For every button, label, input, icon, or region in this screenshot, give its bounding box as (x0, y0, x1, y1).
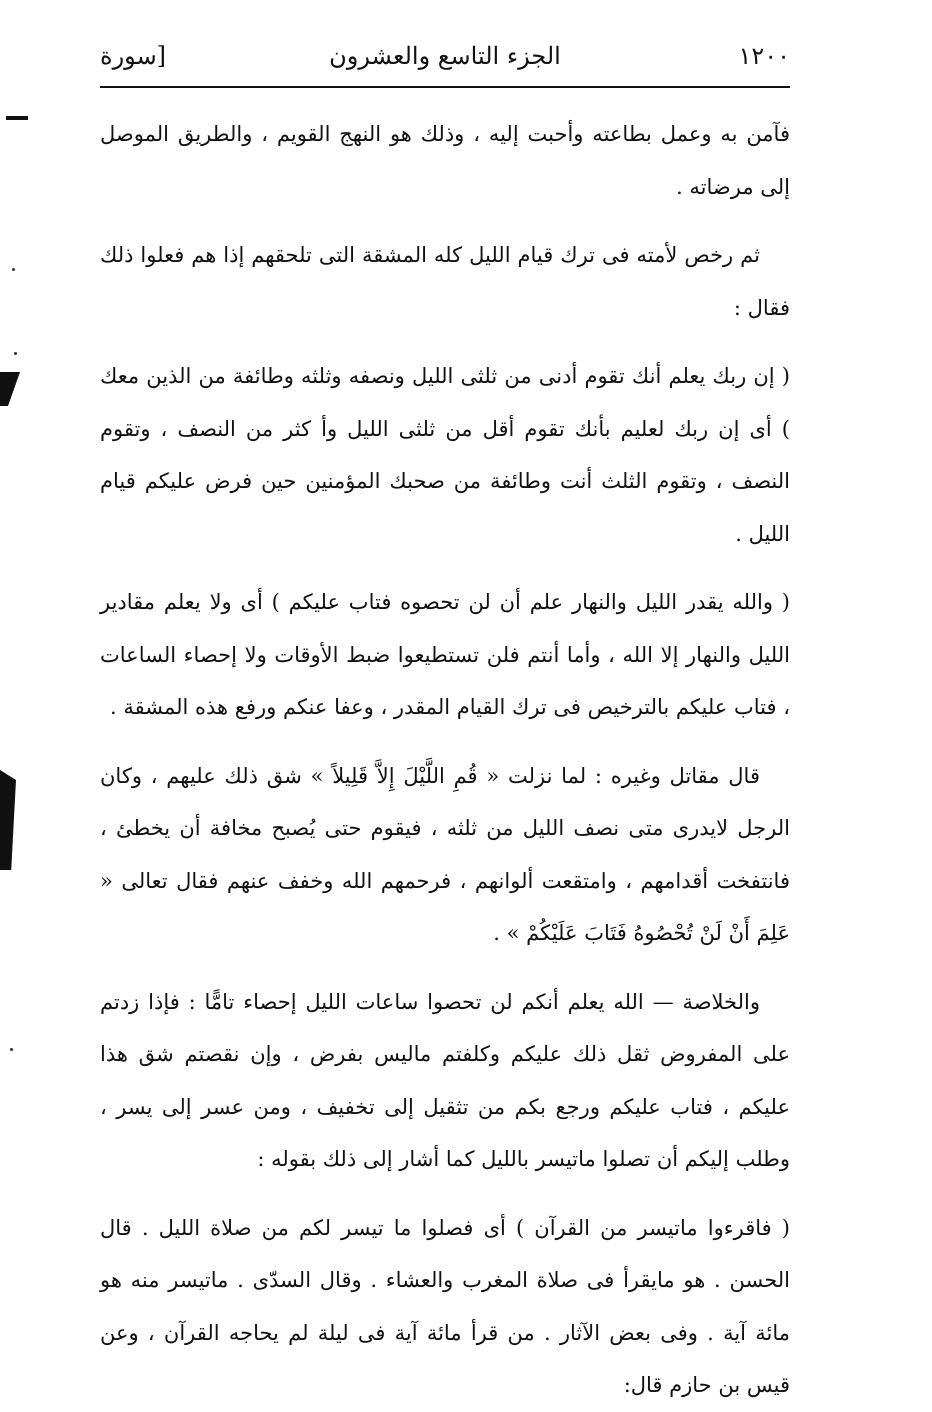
part-title: الجزء التاسع والعشرون (329, 42, 561, 70)
paragraph: قال مقاتل وغيره : لما نزلت « قُمِ اللَّيْلَ إِلاَّ قَلِيلاً » شق ذلك عليهم ، وكان الرجل لايدرى متى نصف الليل من ثلثه ، فيقوم حتى يُصبح مخافة أن يخطئ ، فانتفخت أقدامهم ، وامتقعت ألوانهم ، فرحمهم الله وخفف عنهم فقال تعالى « عَلِمَ أَنْ لَنْ تُحْصُوهُ فَتَابَ عَلَيْكُمْ » . (100, 763, 790, 945)
scan-edge-mark (6, 116, 28, 120)
page-number: ١٢٠٠ (738, 42, 790, 70)
scan-edge-mark (0, 770, 16, 870)
scan-speck (12, 268, 15, 271)
paragraph: ( إن ربك يعلم أنك تقوم أدنى من ثلثى الليل ونصفه وثلثه وطائفة من الذين معك ) أى إن ربك لعليم بأنك تقوم أقل من ثلثى الليل وأ كثر من النصف ، وتقوم النصف ، وتقوم الثلث أنت وطائفة من صحبك المؤمنين حين فرض عليكم قيام الليل . (100, 364, 790, 546)
body-text (100, 108, 790, 1412)
header-rule (100, 86, 790, 88)
paragraph: فآمن به وعمل بطاعته وأحبت إليه ، وذلك هو النهج القويم ، والطريق الموصل إلى مرضاته . (100, 122, 790, 199)
page-header (100, 40, 790, 84)
scan-speck (14, 352, 17, 355)
paragraph: ( فاقرءوا ماتيسر من القرآن ) أى فصلوا ما تيسر لكم من صلاة الليل . قال الحسن . هو مايقرأ فى صلاة المغرب والعشاء . وقال السدّى . ماتيسر منه هو مائة آية . وفى بعض الآثار . من قرأ مائة آية فى ليلة لم يحاجه القرآن ، وعن قيس بن حازم قال: (100, 1215, 790, 1397)
surah-label: [سورة (100, 42, 167, 70)
paragraph: ثم رخص لأمته فى ترك قيام الليل كله المشقة التى تلحقهم إذا هم فعلوا ذلك فقال : (100, 243, 790, 320)
scan-speck (10, 1048, 13, 1051)
paragraph: والخلاصة — الله يعلم أنكم لن تحصوا ساعات الليل إحصاء تامًّا : فإذا زدتم على المفروض ثقل ذلك عليكم وكلفتم ماليس بفرض ، وإن نقصتم شق هذا عليكم ، فتاب عليكم ورجع بكم من تثقيل إلى تخفيف ، ومن عسر إلى يسر ، وطلب إليكم أن تصلوا ماتيسر بالليل كما أشار إلى ذلك بقوله : (100, 989, 790, 1171)
scan-edge-mark (0, 372, 20, 406)
paragraph: ( والله يقدر الليل والنهار علم أن لن تحصوه فتاب عليكم ) أى ولا يعلم مقادير الليل والنهار إلا الله ، وأما أنتم فلن تستطيعوا ضبط الأوقات ولا إحصاء الساعات ، فتاب عليكم بالترخيص فى ترك القيام المقدر ، وعفا عنكم ورفع هذه المشقة . (100, 590, 790, 719)
